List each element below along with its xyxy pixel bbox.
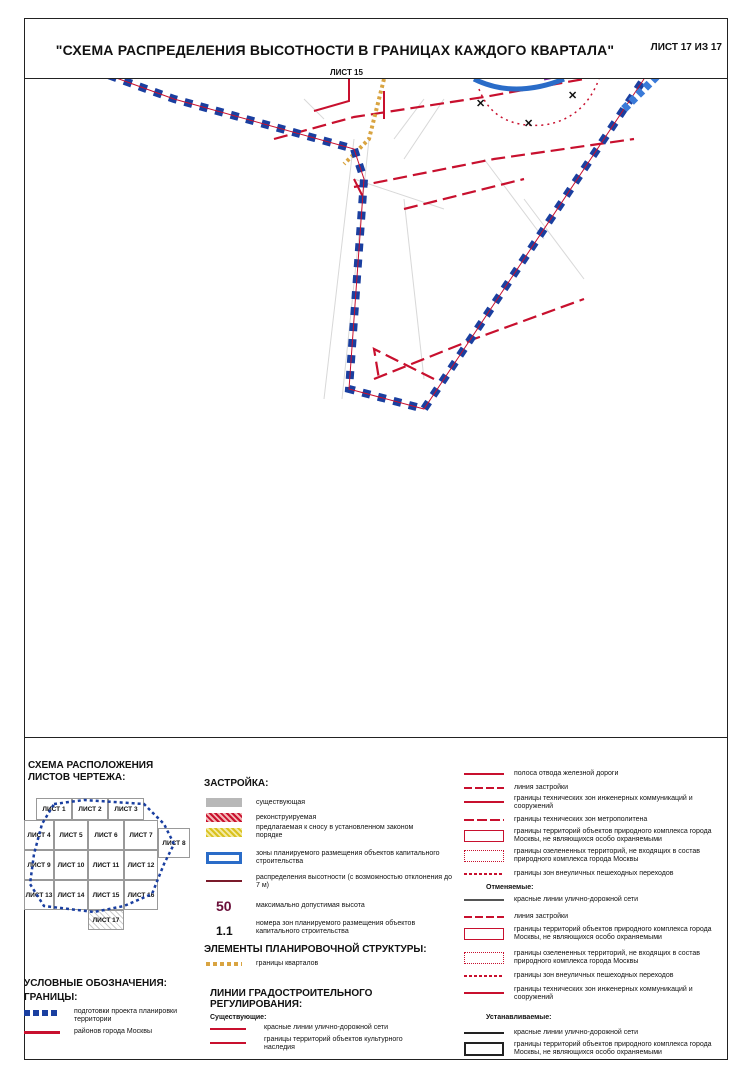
legend-text: границы технических зон метрополитена (514, 816, 648, 823)
swatch-planning-boundary (24, 1010, 60, 1016)
swatch-heritage (210, 1042, 246, 1044)
sheet-cell[interactable]: ЛИСТ 3 (108, 798, 144, 820)
map-drawing (24, 79, 728, 738)
planning-project-boundary (64, 79, 644, 409)
swatch-quarter-boundary (206, 962, 242, 966)
swatch-height-distribution (206, 880, 242, 882)
sheet-cell[interactable]: ЛИСТ 1 (36, 798, 72, 820)
legend-text: границы кварталов (256, 960, 319, 967)
svg-text:✕: ✕ (568, 90, 578, 102)
legend-text: распределения высотности (с возможностью отклонения до 7 м) (256, 874, 452, 889)
swatch-district-boundary (24, 1031, 60, 1034)
sheet-cell[interactable]: ЛИСТ 16 (124, 880, 158, 910)
svg-text:✕: ✕ (524, 118, 534, 130)
legend-text: номера зон планируемого размещения объектов капитального строительства (256, 920, 416, 935)
sheet-cell[interactable]: ЛИСТ 14 (54, 880, 88, 910)
legend-heading: УСЛОВНЫЕ ОБОЗНАЧЕНИЯ: (24, 978, 167, 989)
zone-arc (474, 79, 564, 89)
swatch-red-line (210, 1028, 246, 1030)
legend-text: границы зон внеуличных пешеходных переходов (514, 972, 674, 979)
sheet-cell[interactable]: ЛИСТ 12 (124, 850, 158, 880)
legend-text: границы территорий объектов природного комплекса города Москвы, не являющихся особо охраняемыми (514, 926, 712, 941)
legend-text: предлагаемая к сносу в установленном законом порядке (256, 824, 414, 839)
legend-text: линия застройки (514, 913, 568, 920)
legend-text: существующая (256, 799, 306, 806)
swatch-reconstructed (206, 813, 242, 822)
sheet-cell[interactable]: ЛИСТ 6 (88, 820, 124, 850)
legend-text: красные линии улично-дорожной сети (264, 1024, 389, 1031)
building-heading: ЗАСТРОЙКА: (204, 778, 269, 789)
legend-text: реконструируемая (256, 814, 317, 821)
legend-text: границы территорий объектов природного комплекса города Москвы, не являющихся особо охраняемыми (514, 1041, 712, 1056)
cancelled-heading: Отменяемые: (486, 884, 534, 891)
planning-heading: ЭЛЕМЕНТЫ ПЛАНИРОВОЧНОЙ СТРУКТУРЫ: (204, 944, 427, 955)
index-map-heading: СХЕМА РАСПОЛОЖЕНИЯ ЛИСТОВ ЧЕРТЕЖА: (28, 760, 154, 783)
sheet-number: ЛИСТ 17 ИЗ 17 (650, 42, 722, 53)
svg-text:✕: ✕ (476, 98, 486, 110)
legend-text: границы зон внеуличных пешеходных переходов (514, 870, 674, 877)
legend-text: границы территорий объектов культурного наследия (264, 1036, 403, 1051)
existing-heading: Существующие: (210, 1014, 267, 1021)
map-area (24, 78, 728, 738)
legend-text: подготовки проекта планировки территории (74, 1008, 178, 1023)
legend-text: красные линии улично-дорожной сети (514, 896, 639, 903)
adjacent-sheet-label: ЛИСТ 15 (330, 68, 363, 77)
legend-text: зоны планируемого размещения объектов капитального строительства (256, 850, 440, 865)
established-heading: Устанавливаемые: (486, 1014, 552, 1021)
sheet-cell[interactable]: ЛИСТ 4 (24, 820, 54, 850)
page-title: "СХЕМА РАСПРЕДЕЛЕНИЯ ВЫСОТНОСТИ В ГРАНИЦАХ КАЖДОГО КВАРТАЛА" (55, 42, 615, 58)
legend-text: линия застройки (514, 784, 568, 791)
regulation-heading: ЛИНИИ ГРАДОСТРОИТЕЛЬНОГО РЕГУЛИРОВАНИЯ: (210, 988, 373, 1010)
swatch-demolition (206, 828, 242, 837)
legend-text: границы технических зон инженерных коммуникаций и сооружений (514, 795, 693, 810)
swatch-existing (206, 798, 242, 807)
sheet-cell[interactable]: ЛИСТ 9 (24, 850, 54, 880)
index-boundary-outline (24, 794, 194, 934)
sheet-cell[interactable]: ЛИСТ 11 (88, 850, 124, 880)
legend-text: максимально допустимая высота (256, 902, 365, 909)
legend-text: границы технических зон инженерных коммуникаций и сооружений (514, 986, 693, 1001)
legend-text: районов города Москвы (74, 1028, 152, 1035)
sheet-cell[interactable]: ЛИСТ 15 (88, 880, 124, 910)
sheet-cell-current[interactable]: ЛИСТ 17 (88, 910, 124, 930)
sheet-cell[interactable]: ЛИСТ 8 (158, 828, 190, 858)
swatch-zones (206, 852, 242, 864)
red-lines (274, 79, 634, 379)
legend-text: границы территорий объектов природного комплекса города Москвы, не являющихся особо охраняемыми (514, 828, 712, 843)
sheet-cell[interactable]: ЛИСТ 5 (54, 820, 88, 850)
sheet-cell[interactable]: ЛИСТ 13 (24, 880, 54, 910)
legend-text: красные линии улично-дорожной сети (514, 1029, 639, 1036)
zone-number-example: 1.1 (216, 924, 233, 938)
height-example: 50 (216, 898, 232, 914)
sheet-cell[interactable]: ЛИСТ 7 (124, 820, 158, 850)
legend-panel (24, 740, 728, 1060)
sheet-cell[interactable]: ЛИСТ 10 (54, 850, 88, 880)
sheet-index-map (24, 794, 194, 964)
legend-text: границы озелененных территорий, не входящих в состав природного комплекса города Москвы (514, 950, 700, 965)
legend-text: границы озелененных территорий, не входящих в состав природного комплекса города Москвы (514, 848, 700, 863)
boundaries-heading: ГРАНИЦЫ: (24, 992, 78, 1003)
legend-text: полоса отвода железной дороги (514, 770, 619, 777)
sheet-cell[interactable]: ЛИСТ 2 (72, 798, 108, 820)
